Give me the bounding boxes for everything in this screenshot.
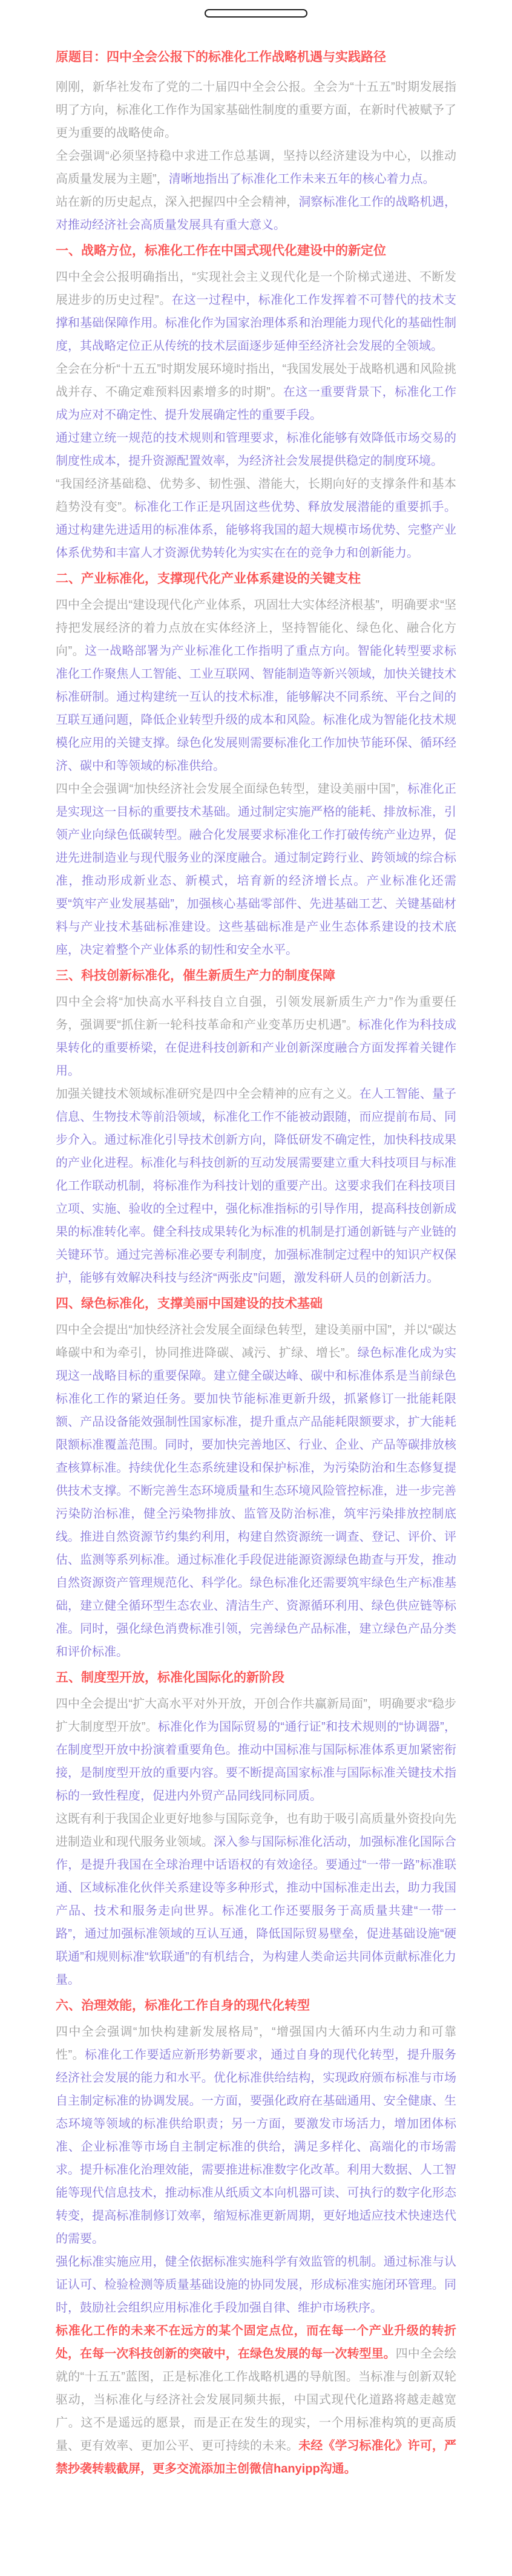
paragraph — [56, 473, 456, 565]
text-run-purple: 强化标准实施应用，健全依据标准实施科学有效监管的机制。通过标准与认证认可、检验检测等质量基础设施的协同发展，形成标准实施闭环管理。同时，鼓励社会组织应用标准化手段加强自律、维护市场秩序。 — [56, 2255, 456, 2315]
section-heading: 一、战略方位，标准化工作在中国式现代化建设中的新定位 — [56, 244, 386, 258]
text-run-gray: 四中全会提出“扩大高水平对外开放，开创合作共赢新局面”，明确要求“稳步扩大制度型开放”。 — [56, 1697, 456, 1734]
paragraph — [56, 266, 456, 358]
text-run-gray: 四中全会提出“加快经济社会发展全面绿色转型，建设美丽中国”，并以“碳达峰碳中和为牵引，协同推进降碳、减污、扩绿、增长”。 — [56, 1323, 456, 1360]
paragraph — [56, 76, 456, 145]
paragraph — [56, 2020, 456, 2250]
text-run-gray: 四中全会强调“加快经济社会发展全面绿色转型，建设美丽中国”， — [56, 782, 408, 796]
text-run-red-bold: 标准化工作的未来不在远方的某个固定点位，而在每一个产业升级的转折处，在每一次科技创新的突破中，在绿色发展的每一次转型里。 — [56, 2324, 456, 2361]
paragraph — [56, 594, 456, 778]
text-run-gray: 站在新的历史起点，深入把握四中全会精神， — [56, 195, 299, 209]
text-run-gray: 刚刚，新华社发布了党的二十届四中全会公报。全会为“十五五”时期发展指明了方向，标准化工作作为国家基础性制度的重要方面，在新时代被赋予了更为重要的战略使命。 — [56, 80, 456, 140]
text-run-gray: 四中全会强调“加快构建新发展格局”，“增强国内大循环内生动力和可靠性”。 — [56, 2025, 456, 2062]
text-run-purple: 标准化工作要适应新形势新要求，通过自身的现代化转型，提升服务经济社会发展的能力和水平。优化标准供给结构，实现政府颁布标准与市场自主制定标准的协调发展。一方面，要强化政府在基础通用、安全健康、生态环境等领域的标准供给职责；另一方面，要激发市场活力，增加团体标准、企业标准等市场自主制定标准的供给，满足多样化、高端化的市场需求。提升标准化治理效能，需要推进标准数字化改革。利用大数据、人工智能等现代信息技术，推动标准从纸质文本向机器可读、可执行的数字化形态转变，提高标准制修订效率，缩短标准更新周期，更好地适应技术快速迭代的需要。 — [56, 2048, 456, 2246]
text-run-purple: 在这一过程中，标准化工作发挥着不可替代的技术支撑和基础保障作用。标准化作为国家治理体系和治理能力现代化的基础性制度，其战略定位正从传统的技术层面逐步延伸至经济社会发展的全领域。 — [56, 293, 456, 353]
paragraph — [56, 191, 456, 237]
text-run-purple: 清晰地指出了标准化工作未来五年的核心着力点。 — [168, 172, 435, 186]
section-heading: 四、绿色标准化，支撑美丽中国建设的技术基础 — [56, 1297, 323, 1311]
paragraph — [56, 778, 456, 962]
text-run-purple: 标准化作为科技成果转化的重要桥梁，在促进科技创新和产业创新深度融合方面发挥着关键作用。 — [56, 1018, 456, 1078]
article — [56, 48, 456, 2480]
article-title: 原题目：四中全会公报下的标准化工作战略机遇与实践路径 — [56, 50, 386, 64]
text-run-purple: 通过建立统一规范的技术规则和管理要求，标准化能够有效降低市场交易的制度性成本，提升资源配置效率，为经济社会发展提供稳定的制度环境。 — [56, 431, 456, 468]
text-run-gray: “我国经济基础稳、优势多、韧性强、潜能大，长期向好的支撑条件和基本趋势没有变”。 — [56, 477, 456, 514]
paragraph — [56, 145, 456, 191]
text-run-purple: 标准化工作正是巩固这些优势、释放发展潜能的重要抓手。通过构建先进适用的标准体系，能够将我国的超大规模市场优势、完整产业体系优势和丰富人才资源优势转化为实实在在的竞争力和创新能力。 — [56, 500, 456, 560]
text-run-gray: 全会在分析“十五五”时期发展环境时指出，“我国发展处于战略机遇和风险挑战并存、不确定难预料因素增多的时期”。 — [56, 362, 456, 399]
text-run-purple: 绿色标准化成为实现这一战略目标的重要保障。建立健全碳达峰、碳中和标准体系是当前绿色标准化工作的紧迫任务。要加快节能标准更新升级，抓紧修订一批能耗限额、产品设备能效强制性国家标准，提升重点产品能耗限额要求，扩大能耗限额标准覆盖范围。同时，要加快完善地区、行业、企业、产品等碳排放核查核算标准。持续优化生态系统建设和保护标准，为污染防治和生态修复提供技术支撑。不断完善生态环境质量和生态环境风险管控标准，进一步完善污染防治标准，健全污染物排放、监管及防治标准，筑牢污染排放控制底线。推进自然资源节约集约利用，构建自然资源统一调查、登记、评价、评估、监测等系列标准。通过标准化手段促进能源资源绿色勘查与开发，推动自然资源资产管理规范化、科学化。绿色标准化还需要筑牢绿色生产标准基础，建立健全循环型生态农业、清洁生产、资源循环利用、绿色供应链等标准。同时，强化绿色消费标准引领，完善绿色产品标准，建立绿色产品分类和评价标准。 — [56, 1346, 456, 1659]
paragraph — [56, 358, 456, 427]
text-run-gray: 四中全会将“加快高水平科技自立自强，引领发展新质生产力”作为重要任务，强调要“抓住新一轮科技革命和产业变革历史机遇”。 — [56, 995, 456, 1032]
paragraph — [56, 991, 456, 1083]
paragraph — [56, 1083, 456, 1290]
text-run-purple: 在这一重要背景下，标准化工作成为应对不确定性、提升发展确定性的重要手段。 — [56, 385, 456, 422]
article-body — [56, 76, 456, 2480]
section-heading: 六、治理效能，标准化工作自身的现代化转型 — [56, 1999, 310, 2013]
text-run-purple: 标准化作为国际贸易的“通行证”和技术规则的“协调器”，在制度型开放中扮演着重要角色。推动中国标准与国际标准体系更加紧密衔接，是制度型开放的重要内容。要不断提高国家标准与国际标准关键技术指标的一致性程度，促进内外贸产品同线同标同质。 — [56, 1720, 457, 1803]
section-heading: 五、制度型开放，标准化国际化的新阶段 — [56, 1671, 284, 1685]
text-run-purple: 在人工智能、量子信息、生物技术等前沿领域，标准化工作不能被动跟随，而应提前布局、同步介入。通过标准化引导技术创新方向，降低研发不确定性，加快科技成果的产业化进程。标准化与科技创新的互动发展需要建立重大科技项目与标准化工作联动机制，将标准作为科技计划的重要产出。这要求我们在科技项目立项、实施、验收的全过程中，强化标准指标的引导作用，提高科技创新成果的标准转化率。健全科技成果转化为标准的机制是打通创新链与产业链的关键环节。通过完善标准必要专利制度，加强标准制定过程中的知识产权保护，能够有效解决科技与经济“两张皮”问题，激发科研人员的创新活力。 — [56, 1087, 456, 1285]
text-run-purple: 标准化正是实现这一目标的重要技术基础。通过制定实施严格的能耗、排放标准，引领产业向绿色低碳转型。融合化发展要求标准化工作打破传统产业边界，促进先进制造业与现代服务业的深度融合。通过制定跨行业、跨领域的综合标准，推动形成新业态、新模式，培育新的经济增长点。产业标准化还需要“筑牢产业发展基础”，加强核心基础零部件、先进基础工艺、关键基础材料与产业技术基础标准建设。这些基础标准是产业生态体系建设的技术底座，决定着整个产业体系的韧性和安全水平。 — [56, 782, 456, 957]
paragraph — [56, 1807, 456, 1991]
paragraph — [56, 2319, 456, 2480]
paragraph — [56, 2250, 456, 2319]
text-run-gray: 四中全会公报明确指出，“实现社会主义现代化是一个阶梯式递进、不断发展进步的历史过程”。 — [56, 270, 456, 307]
text-run-gray: 加强关键技术领域标准研究是四中全会精神的应有之义。 — [56, 1087, 359, 1101]
section-heading: 三、科技创新标准化，催生新质生产力的制度保障 — [56, 969, 335, 983]
text-run-red-bold: 未经《学习标准化》许可，严禁抄袭转载截屏，更多交流添加主创微信hanyipp沟通。 — [56, 2439, 456, 2476]
paragraph — [56, 1693, 456, 1807]
text-run-purple: 洞察标准化工作的战略机遇，对推动经济社会高质量发展具有重大意义。 — [56, 195, 456, 232]
paragraph — [56, 1319, 456, 1663]
paragraph — [56, 427, 456, 473]
section-heading: 二、产业标准化，支撑现代化产业体系建设的关键支柱 — [56, 572, 361, 586]
top-pill — [205, 9, 307, 18]
text-run-gray: 全会强调“必须坚持稳中求进工作总基调，坚持以经济建设为中心，以推动高质量发展为主题”， — [56, 149, 456, 186]
text-run-purple: 深入参与国际标准化活动，加强标准化国际合作，是提升我国在全球治理中话语权的有效途径。要通过“一带一路”标准联通、区域标准化伙伴关系建设等多种形式，推动中国标准走出去，助力我国产品、技术和服务走向世界。标准化工作还要服务于高质量共建“一带一路”，通过加强标准领域的互认互通，降低国际贸易壁垒，促进基础设施“硬联通”和规则标准“软联通”的有机结合，为构建人类命运共同体贡献标准化力量。 — [56, 1835, 456, 1987]
text-run-purple: 这一战略部署为产业标准化工作指明了重点方向。智能化转型要求标准化工作聚焦人工智能、工业互联网、智能制造等新兴领域，加快关键技术标准研制。通过构建统一互认的技术标准，能够解决不同系统、平台之间的互联互通问题，降低企业转型升级的成本和风险。标准化成为智能化技术规模化应用的关键支撑。绿色化发展则需要标准化工作加快节能环保、循环经济、碳中和等领域的标准供给。 — [56, 644, 456, 773]
text-run-gray: 四中全会绘就的“十五五”蓝图，正是标准化工作战略机遇的导航图。当标准与创新双轮驱动，当标准化与经济社会发展同频共振，中国式现代化道路将越走越宽广。这不是遥远的愿景，而是正在发生的现实，一个用标准构筑的更高质量、更有效率、更加公平、更可持续的未来。 — [56, 2347, 456, 2453]
text-run-gray: 四中全会提出“建设现代化产业体系，巩固壮大实体经济根基”，明确要求“坚持把发展经济的着力点放在实体经济上，坚持智能化、绿色化、融合化方向”。 — [56, 598, 456, 658]
text-run-gray: 这既有利于我国企业更好地参与国际竞争，也有助于吸引高质量外资投向先进制造业和现代服务业领域。 — [56, 1812, 456, 1849]
